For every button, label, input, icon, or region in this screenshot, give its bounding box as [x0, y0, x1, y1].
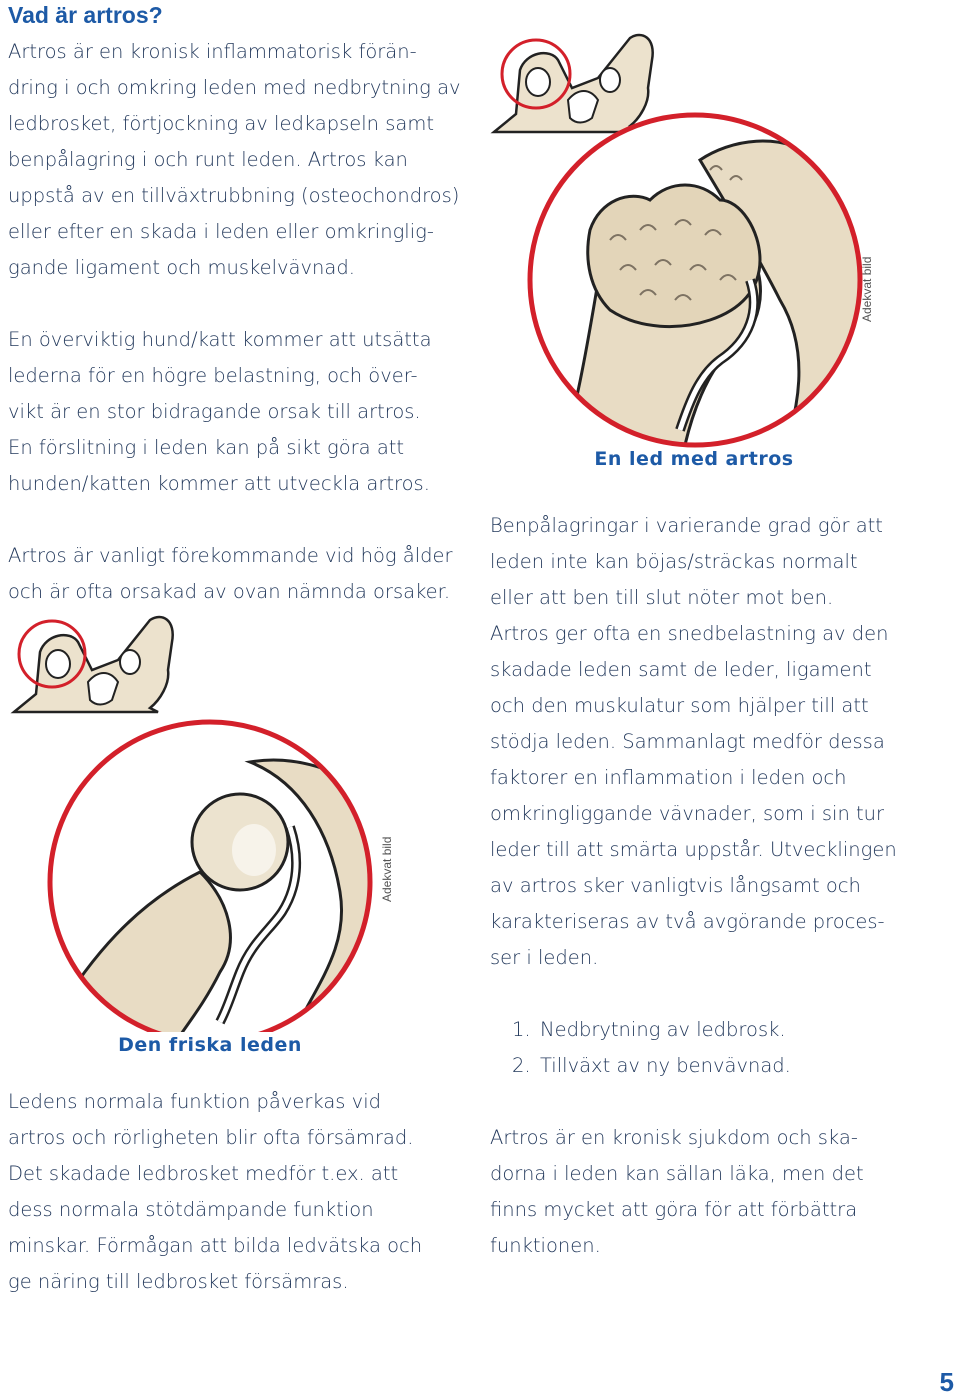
text-line: dorna i leden kan sällan läka, men det	[490, 1162, 864, 1185]
page-number: 5	[939, 1367, 954, 1397]
list-number: 2.	[512, 1054, 531, 1077]
text-line: ser i leden.	[490, 946, 599, 969]
list-item	[490, 1012, 940, 1048]
overweight-paragraph	[8, 322, 448, 502]
list-item	[490, 1048, 940, 1084]
arthritic-joint-caption: En led med artros	[594, 448, 794, 470]
text-line: gande ligament och muskelvävnad.	[8, 256, 355, 279]
process-list	[490, 1012, 940, 1084]
text-line: eller att ben till slut nöter mot ben.	[490, 586, 834, 609]
bone-growth-paragraph	[490, 508, 940, 976]
text-line: eller efter en skada i leden eller omkringlig-	[8, 220, 434, 243]
text-line: skadade leden samt de leder, ligament	[490, 658, 872, 681]
arthritic-joint-illustration	[480, 30, 900, 450]
text-line: ledbrosket, förtjockning av ledkapseln samt	[8, 112, 434, 135]
text-line: omkringliggande vävnader, som i sin tur	[490, 802, 885, 825]
text-line: Ledens normala funktion påverkas vid	[8, 1090, 381, 1113]
healthy-paragraph	[8, 1084, 448, 1300]
text-line: dring i och omkring leden med nedbrytning av	[8, 76, 461, 99]
healthy-joint-illustration	[0, 612, 440, 1032]
healthy-joint-caption: Den friska leden	[118, 1034, 302, 1056]
text-line: minskar. Förmågan att bilda ledvätska och	[8, 1234, 423, 1257]
text-line: leder till att smärta uppstår. Utvecklingen	[490, 838, 897, 861]
arthritic-joint-circle	[530, 115, 900, 450]
list-text: Nedbrytning av ledbrosk.	[540, 1018, 786, 1041]
text-line: Artros är vanligt förekommande vid hög ålder	[8, 544, 453, 567]
chronic-paragraph	[490, 1120, 940, 1264]
list-text: Tillväxt av ny benvävnad.	[540, 1054, 791, 1077]
age-paragraph	[8, 538, 453, 610]
text-line: Det skadade ledbrosket medför t.ex. att	[8, 1162, 399, 1185]
pelvis-icon	[14, 617, 173, 712]
text-line: finns mycket att göra för att förbättra	[490, 1198, 858, 1221]
text-line: Artros är en kronisk inflammatorisk förän-	[8, 40, 417, 63]
list-number: 1.	[512, 1018, 531, 1041]
text-line: artros och rörligheten blir ofta försämrad.	[8, 1126, 414, 1149]
text-line: dess normala stötdämpande funktion	[8, 1198, 374, 1221]
text-line: Artros ger ofta en snedbelastning av den	[490, 622, 889, 645]
text-line: faktorer en inflammation i leden och	[490, 766, 847, 789]
image-watermark: Adekvat bild	[860, 256, 874, 322]
text-line: leden inte kan böjas/sträckas normalt	[490, 550, 858, 573]
text-line: funktionen.	[490, 1234, 601, 1257]
page-title: Vad är artros?	[8, 2, 163, 28]
text-line: benpålagring i och runt leden. Artros kan	[8, 148, 408, 171]
text-line: av artros sker vanligtvis långsamt och	[490, 874, 861, 897]
pelvis-icon	[494, 35, 653, 132]
text-line: En överviktig hund/katt kommer att utsätta	[8, 328, 432, 351]
text-line: ge näring till ledbrosket försämras.	[8, 1270, 349, 1293]
text-line: lederna för en högre belastning, och över-	[8, 364, 418, 387]
text-line: karakteriseras av två avgörande proces-	[490, 910, 885, 933]
intro-paragraph	[8, 34, 461, 286]
image-watermark: Adekvat bild	[380, 836, 394, 902]
text-line: och den muskulatur som hjälper till att	[490, 694, 869, 717]
text-line: hunden/katten kommer att utveckla artros.	[8, 472, 430, 495]
text-line: Benpålagringar i varierande grad gör att	[490, 514, 883, 537]
text-line: Artros är en kronisk sjukdom och ska-	[490, 1126, 858, 1149]
healthy-joint-circle	[40, 692, 400, 1032]
text-line: och är ofta orsakad av ovan nämnda orsaker.	[8, 580, 451, 603]
text-line: stödja leden. Sammanlagt medför dessa	[490, 730, 885, 753]
text-line: uppstå av en tillväxtrubbning (osteochondros)	[8, 184, 460, 207]
text-line: vikt är en stor bidragande orsak till artros.	[8, 400, 421, 423]
text-line: En förslitning i leden kan på sikt göra att	[8, 436, 405, 459]
